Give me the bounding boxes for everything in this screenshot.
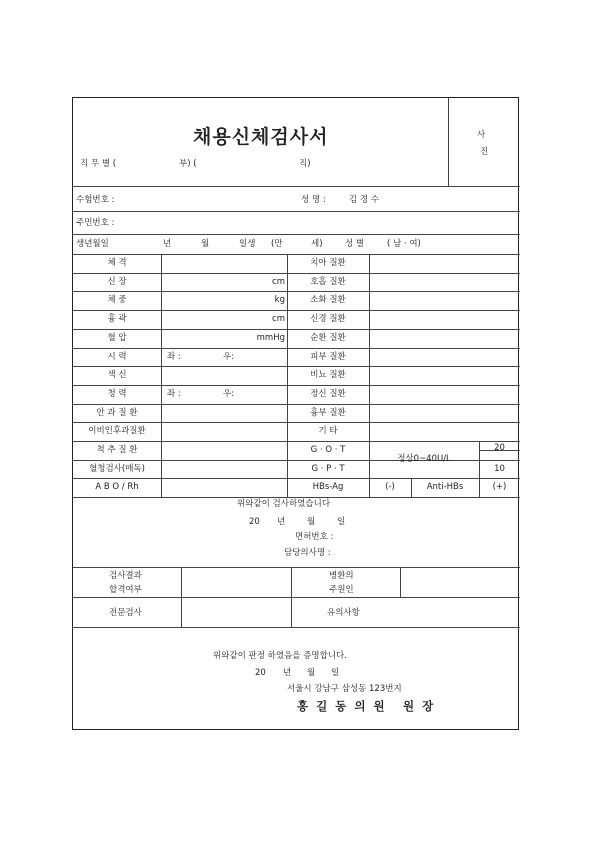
dept-bu: 부) (: [179, 159, 197, 169]
result-label-1: 검사결과: [109, 571, 142, 581]
cert-date-day: 일: [337, 517, 346, 527]
age-open: (만: [271, 239, 283, 249]
grid-line: [73, 441, 520, 442]
exam-row-label: 시 력: [107, 351, 127, 362]
anti-hbs-value: (+): [492, 482, 507, 493]
cause-label-2: 주원인: [329, 585, 354, 595]
birth-year: 년: [163, 239, 172, 249]
right-eye-ear-label: 우:: [223, 351, 235, 362]
hbs-label: HBs-Ag: [312, 482, 344, 493]
result-label-2: 합격여부: [109, 585, 142, 595]
sex-options: ( 남 · 여): [387, 239, 421, 249]
exam-row-unit: cm: [272, 314, 285, 325]
age-close: 세): [311, 239, 323, 249]
left-eye-ear-label: 좌 :: [167, 351, 181, 362]
name-label: 성 명 :: [301, 195, 326, 205]
special-test-label: 전문검사: [109, 608, 142, 618]
license-number-label: 면허번호 :: [295, 532, 334, 542]
disease-row-label: 피부 질환: [310, 351, 346, 362]
grid-line: [73, 422, 520, 423]
exam-row-label: 흉 곽: [107, 314, 127, 325]
doctor-name-label: 담당의사명 :: [284, 548, 331, 558]
dept-prefix: 직 무 별 (: [80, 159, 117, 169]
exam-row-label: A B O / Rh: [95, 482, 139, 493]
exam-row-label: 혈청검사(매독): [89, 463, 145, 474]
grid-line: [73, 478, 520, 479]
gpt-label: G · P · T: [311, 463, 345, 474]
exam-row-label: 척 추 질 환: [96, 445, 138, 455]
footer-date-year: 년: [283, 668, 292, 678]
right-eye-ear-label: 우:: [223, 388, 235, 399]
exam-number-label: 수험번호 :: [76, 195, 115, 205]
cert-date-month: 월: [307, 517, 316, 527]
grid-line: [73, 404, 520, 405]
notes-label: 유의사항: [327, 608, 360, 618]
exam-row-label: 혈 압: [107, 332, 127, 343]
director-title: 원 장: [403, 699, 436, 713]
grid-line: [161, 254, 162, 497]
birth-month: 월: [201, 239, 210, 249]
got-label: G · O · T: [310, 445, 346, 455]
cert-statement: 위와같이 검사하였습니다: [237, 499, 331, 509]
grid-line: [73, 291, 520, 292]
exam-row-label: 청 력: [107, 388, 127, 399]
grid-line: [73, 310, 520, 311]
name-value: 김 경 수: [349, 195, 380, 205]
exam-row-label: 체 격: [107, 258, 127, 268]
birth-label: 생년월일: [76, 239, 109, 249]
photo-label-2: 진: [480, 147, 489, 157]
exam-row-unit: cm: [272, 276, 285, 287]
resident-number-label: 주민번호 :: [76, 218, 115, 228]
clinic-address: 서울시 강남구 삼성동 123번지: [287, 684, 402, 694]
exam-row-unit: mmHg: [256, 332, 285, 343]
footer-statement: 위와같이 판정 하였음을 증명합니다.: [213, 651, 347, 661]
photo-box: [448, 98, 520, 186]
cert-date-year: 년: [277, 517, 286, 527]
exam-row-label: 체 중: [107, 295, 127, 306]
exam-row-label: 색 신: [107, 370, 127, 381]
footer-date-20: 20: [255, 668, 266, 678]
exam-row-unit: kg: [274, 295, 285, 306]
exam-row-label: 이비인후과질환: [88, 426, 146, 437]
disease-row-label: 순환 질환: [310, 332, 346, 343]
footer-date-day: 일: [331, 668, 340, 678]
dept-jik: 직): [299, 159, 311, 169]
exam-row-label: 안 과 질 환: [96, 407, 138, 418]
disease-row-label: 소화 질환: [310, 295, 346, 306]
exam-row-label: 신 장: [107, 276, 127, 287]
gpt-value: 10: [494, 463, 505, 474]
physical-exam-form: [72, 97, 519, 730]
cause-label-1: 병환의: [329, 571, 354, 581]
sex-label: 성 별: [345, 239, 365, 249]
disease-row-label: 호흡 질환: [310, 276, 346, 287]
disease-row-label: 기 타: [318, 426, 338, 437]
disease-row-label: 정신 질환: [310, 388, 346, 399]
grid-line: [73, 348, 520, 349]
disease-row-label: 흉부 질환: [310, 407, 346, 418]
left-eye-ear-label: 좌 :: [167, 388, 181, 399]
grid-line: [73, 385, 520, 386]
got-value: 20: [494, 443, 505, 453]
disease-row-label: 치아 질환: [310, 258, 346, 268]
disease-row-label: 신경 질환: [310, 314, 346, 325]
grid-line: [73, 273, 520, 274]
birth-day: 일생: [239, 239, 256, 249]
normal-range: 정상0~40U/L: [397, 454, 451, 465]
disease-row-label: 비뇨 질환: [310, 370, 346, 381]
photo-label-1: 사: [477, 130, 486, 140]
clinic-name: 홍 길 동 의 원: [297, 699, 387, 713]
hbs-value: (-): [385, 482, 395, 493]
form-title: 채용신체검사서: [193, 126, 329, 148]
footer-date-month: 월: [307, 668, 316, 678]
cert-date-20: 20: [249, 517, 260, 527]
anti-hbs-label: Anti-HBs: [426, 482, 464, 493]
grid-line: [73, 329, 520, 330]
grid-line: [73, 366, 520, 367]
grid-line: [73, 497, 520, 498]
